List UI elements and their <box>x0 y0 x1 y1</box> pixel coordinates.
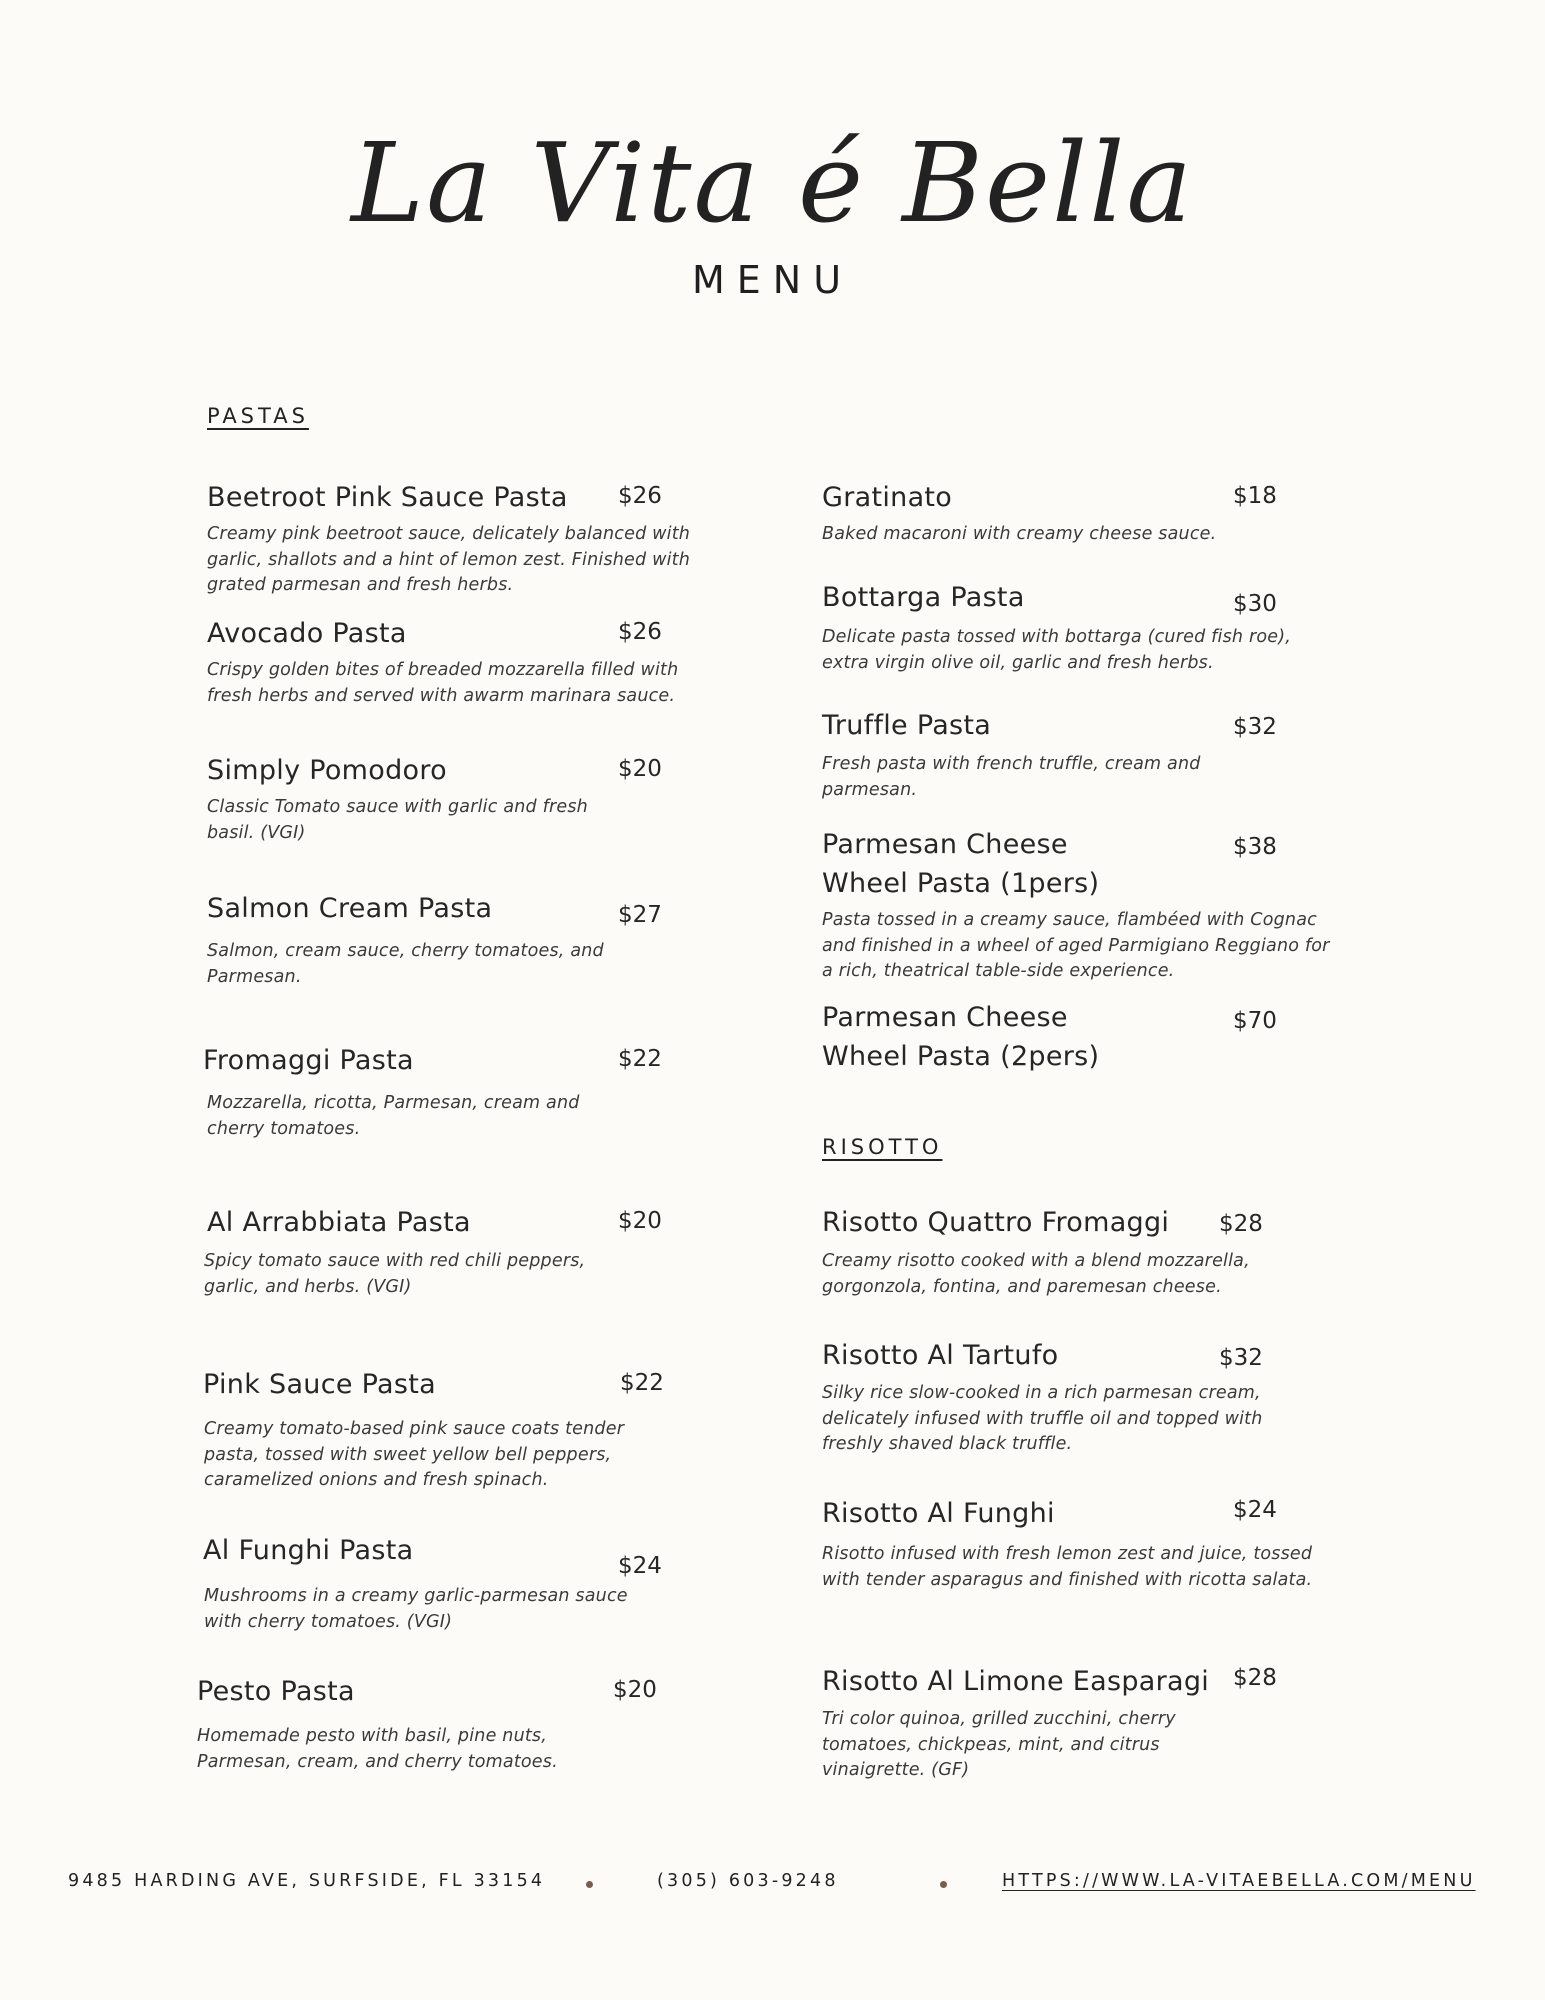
footer-address: 9485 HARDING AVE, SURFSIDE, FL 33154 <box>68 1871 546 1891</box>
footer-separator-dot <box>586 1881 593 1888</box>
item-name: Pink Sauce Pasta <box>203 1369 436 1400</box>
item-description: Baked macaroni with creamy cheese sauce. <box>822 524 1217 544</box>
item-name: Avocado Pasta <box>207 618 407 649</box>
item-price: $38 <box>1233 834 1277 860</box>
item-name: Risotto Al Limone Easparagi <box>822 1666 1210 1697</box>
item-name: Risotto Al Tartufo <box>822 1340 1059 1371</box>
footer-phone: (305) 603-9248 <box>657 1871 839 1891</box>
menu-title: MENU <box>691 258 854 302</box>
item-name: Fromaggi Pasta <box>203 1045 414 1076</box>
item-description: Creamy tomato-based pink sauce coats tender pasta, tossed with sweet yellow bell peppers, caramelized onions and fresh spinach. <box>204 1419 625 1490</box>
item-description: Creamy risotto cooked with a blend mozzarella, gorgonzola, fontina, and paremesan cheese. <box>822 1251 1250 1297</box>
item-name: Risotto Quattro Fromaggi <box>822 1207 1170 1238</box>
item-price: $28 <box>1233 1665 1277 1691</box>
item-price: $20 <box>618 1208 662 1234</box>
item-price: $22 <box>620 1370 664 1396</box>
item-description: Mushrooms in a creamy garlic-parmesan sauce with cherry tomatoes. (VGI) <box>204 1586 628 1632</box>
section-heading-pastas: PASTAS <box>207 404 309 428</box>
item-price: $32 <box>1219 1345 1263 1371</box>
item-description: Pasta tossed in a creamy sauce, flambéed with Cognac and finished in a wheel of aged Parmigiano Reggiano for a rich, theatrical table-side experience. <box>822 910 1330 981</box>
item-price: $28 <box>1219 1211 1263 1237</box>
item-description: Salmon, cream sauce, cherry tomatoes, and Parmesan. <box>207 941 604 987</box>
footer-separator-dot <box>940 1881 947 1888</box>
section-heading-risotto: RISOTTO <box>822 1135 943 1159</box>
restaurant-logo-script: La Vita é Bella <box>351 119 1194 247</box>
item-price: $27 <box>618 902 662 928</box>
item-description: Crispy golden bites of breaded mozzarella filled with fresh herbs and served with awarm marinara sauce. <box>207 660 679 706</box>
item-description: Classic Tomato sauce with garlic and fresh basil. (VGI) <box>207 797 588 843</box>
item-description: Creamy pink beetroot sauce, delicately balanced with garlic, shallots and a hint of lemon zest. Finished with grated parmesan and fresh herbs. <box>207 524 691 595</box>
item-price: $24 <box>1233 1497 1277 1523</box>
footer-website-link[interactable]: HTTPS://WWW.LA-VITAEBELLA.COM/MENU <box>1002 1871 1476 1891</box>
item-description: Delicate pasta tossed with bottarga (cured fish roe), extra virgin olive oil, garlic and fresh herbs. <box>822 627 1292 673</box>
item-price: $30 <box>1233 591 1277 617</box>
item-price: $24 <box>618 1553 662 1579</box>
item-description: Risotto infused with fresh lemon zest and juice, tossed with tender asparagus and finished with ricotta salata. <box>822 1544 1313 1590</box>
item-name: Simply Pomodoro <box>207 755 447 786</box>
item-name: Gratinato <box>822 482 953 513</box>
item-price: $26 <box>618 619 662 645</box>
item-price: $22 <box>618 1046 662 1072</box>
item-name: Truffle Pasta <box>822 710 992 741</box>
item-description: Spicy tomato sauce with red chili peppers, garlic, and herbs. (VGI) <box>204 1251 586 1297</box>
item-price: $18 <box>1233 483 1277 509</box>
item-price: $32 <box>1233 714 1277 740</box>
item-name: Parmesan Cheese Wheel Pasta (2pers) <box>822 1002 1100 1072</box>
item-name: Al Arrabbiata Pasta <box>207 1207 471 1238</box>
item-name: Parmesan Cheese Wheel Pasta (1pers) <box>822 829 1100 899</box>
item-price: $70 <box>1233 1008 1277 1034</box>
item-name: Bottarga Pasta <box>822 582 1025 613</box>
item-description: Fresh pasta with french truffle, cream and parmesan. <box>822 754 1201 800</box>
item-name: Beetroot Pink Sauce Pasta <box>207 482 568 513</box>
item-description: Silky rice slow-cooked in a rich parmesan cream, delicately infused with truffle oil and topped with freshly shaved black truffle. <box>822 1383 1263 1454</box>
item-name: Risotto Al Funghi <box>822 1498 1055 1529</box>
item-name: Salmon Cream Pasta <box>207 893 493 924</box>
item-name: Pesto Pasta <box>197 1676 355 1707</box>
item-description: Mozzarella, ricotta, Parmesan, cream and cherry tomatoes. <box>207 1093 580 1139</box>
item-price: $20 <box>618 756 662 782</box>
item-name: Al Funghi Pasta <box>203 1535 414 1566</box>
item-description: Tri color quinoa, grilled zucchini, cherry tomatoes, chickpeas, mint, and citrus vinaigrette. (GF) <box>822 1709 1176 1780</box>
item-price: $26 <box>618 483 662 509</box>
item-description: Homemade pesto with basil, pine nuts, Parmesan, cream, and cherry tomatoes. <box>197 1726 558 1772</box>
item-price: $20 <box>613 1677 657 1703</box>
